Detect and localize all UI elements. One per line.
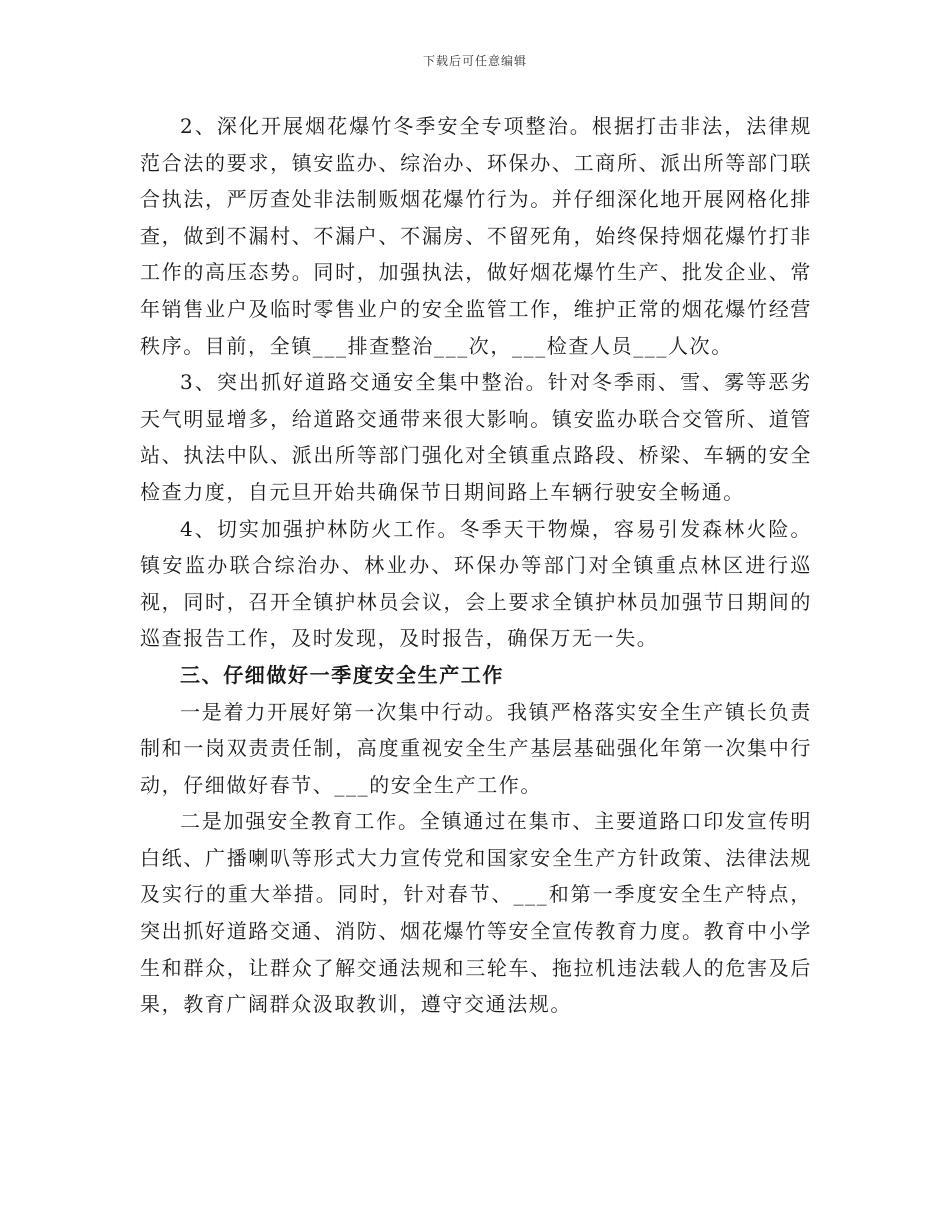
document-body [140, 108, 812, 1023]
paragraph-first-concentrated-action: 一是着力开展好第一次集中行动。我镇严格落实安全生产镇长负责制和一岗双责责任制，高度重视安全生产基层基础强化年第一次集中行动，仔细做好春节、___的安全生产工作。 [140, 699, 812, 797]
section-heading: 三、仔细做好一季度安全生产工作 [180, 662, 504, 687]
paragraph-safety-education: 二是加强安全教育工作。全镇通过在集市、主要道路口印发宣传明白纸、广播喇叭等形式大力宣传党和国家安全生产方针政策、法律法规及实行的重大举措。同时，针对春节、___和第一季度安全生产特点，突出抓好道路交通、消防、烟花爆竹等安全宣传教育力度。教育中小学生和群众，让群众了解交通法规和三轮车、拖拉机违法载人的危害及后果，教育广阔群众汲取教训，遵守交通法规。 [140, 809, 812, 1017]
page-header-note: 下载后可任意编辑 [422, 54, 527, 68]
paragraph-forest-fire-prevention: 4、切实加强护林防火工作。冬季天干物燥，容易引发森林火险。镇安监办联合综治办、林业办、环保办等部门对全镇重点林区进行巡视，同时，召开全镇护林员会议，会上要求全镇护林员加强节日期间的巡查报告工作，及时发现，及时报告，确保万无一失。 [140, 516, 812, 651]
paragraph-fireworks-rectification: 2、深化开展烟花爆竹冬季安全专项整治。根据打击非法，法律规范合法的要求，镇安监办、综治办、环保办、工商所、派出所等部门联合执法，严厉查处非法制贩烟花爆竹行为。并仔细深化地开展网格化排查，做到不漏村、不漏户、不漏房、不留死角，始终保持烟花爆竹打非工作的高压态势。同时，加强执法，做好烟花爆竹生产、批发企业、常年销售业户及临时零售业户的安全监管工作，维护正常的烟花爆竹经营秩序。目前，全镇___排查整治___次，___检查人员___人次。 [140, 114, 812, 358]
paragraph-road-traffic-safety: 3、突出抓好道路交通安全集中整治。针对冬季雨、雪、雾等恶劣天气明显增多，给道路交通带来很大影响。镇安监办联合交管所、道管站、执法中队、派出所等部门强化对全镇重点路段、桥梁、车辆的安全检查力度，自元旦开始共确保节日期间路上车辆行驶安全畅通。 [140, 370, 812, 504]
